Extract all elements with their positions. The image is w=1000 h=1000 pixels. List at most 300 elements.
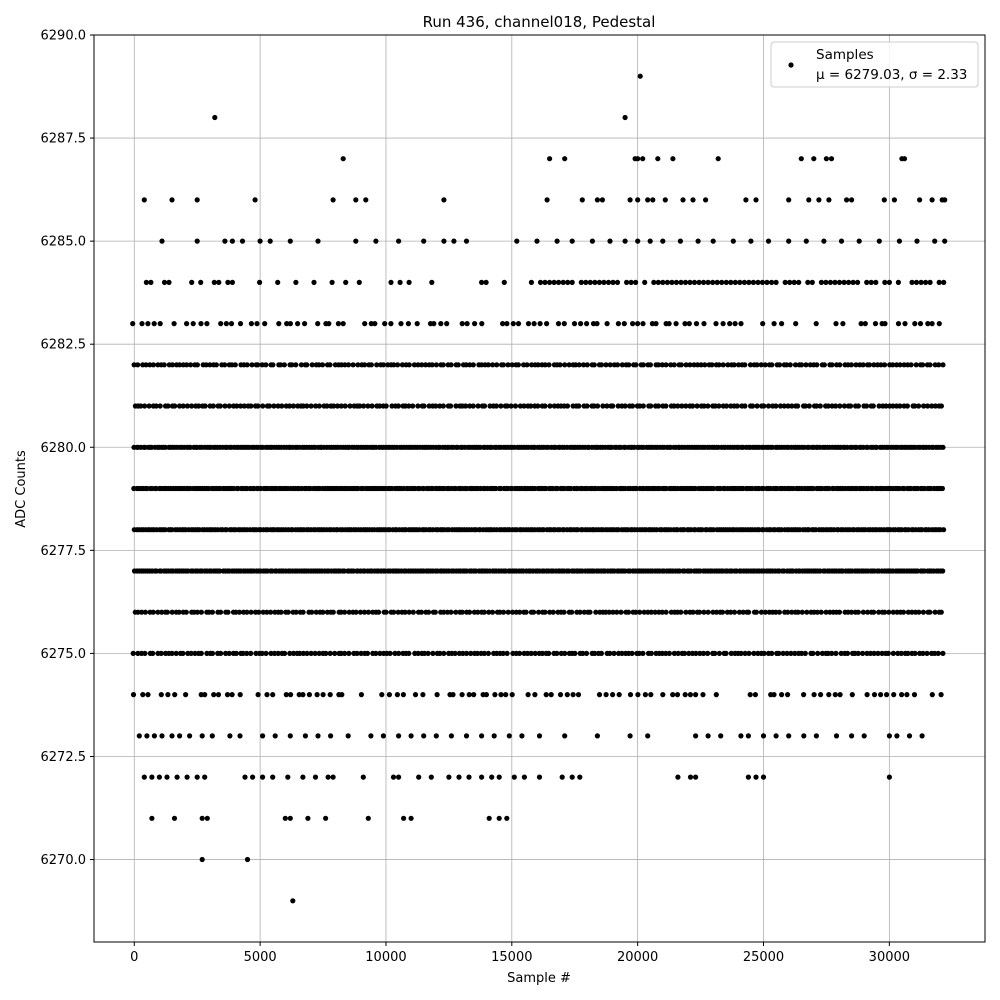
data-point (343, 280, 348, 285)
data-point (300, 775, 305, 780)
data-point (826, 692, 831, 697)
data-point (421, 239, 426, 244)
data-point (211, 403, 216, 408)
data-point (892, 197, 897, 202)
data-point (569, 610, 574, 615)
data-point (320, 610, 325, 615)
data-point (542, 610, 547, 615)
data-point (172, 403, 177, 408)
data-point (162, 362, 167, 367)
data-point (249, 610, 254, 615)
data-point (448, 403, 453, 408)
data-point (336, 321, 341, 326)
data-point (467, 610, 472, 615)
data-point (507, 733, 512, 738)
data-point (727, 321, 732, 326)
data-point (927, 362, 932, 367)
data-point (701, 321, 706, 326)
data-point (742, 403, 747, 408)
data-point (940, 445, 945, 450)
data-point (323, 816, 328, 821)
data-point (917, 197, 922, 202)
data-point (300, 692, 305, 697)
data-point (504, 321, 509, 326)
data-point (558, 692, 563, 697)
data-point (225, 280, 230, 285)
data-point (396, 775, 401, 780)
data-point (313, 775, 318, 780)
x-tick-label: 20000 (616, 950, 659, 965)
data-point (210, 651, 215, 656)
data-point (565, 692, 570, 697)
data-point (838, 692, 843, 697)
data-point (255, 403, 260, 408)
data-point (341, 156, 346, 161)
data-point (735, 403, 740, 408)
data-point (850, 692, 855, 697)
data-point (256, 692, 261, 697)
data-point (907, 733, 912, 738)
data-point (229, 321, 234, 326)
data-point (826, 197, 831, 202)
data-point (721, 321, 726, 326)
data-point (626, 362, 631, 367)
data-point (218, 403, 223, 408)
data-point (218, 321, 223, 326)
data-point (263, 362, 268, 367)
data-point (871, 610, 876, 615)
data-point (930, 197, 935, 202)
data-point (710, 280, 715, 285)
data-point (940, 568, 945, 573)
data-point (667, 321, 672, 326)
data-point (328, 733, 333, 738)
data-point (416, 775, 421, 780)
data-point (409, 816, 414, 821)
data-point (733, 280, 738, 285)
data-point (940, 651, 945, 656)
data-point (395, 362, 400, 367)
data-point (824, 156, 829, 161)
data-point (580, 197, 585, 202)
data-point (771, 692, 776, 697)
data-point (669, 280, 674, 285)
data-point (718, 733, 723, 738)
data-point (450, 692, 455, 697)
data-point (486, 651, 491, 656)
data-point (615, 362, 620, 367)
data-point (942, 197, 947, 202)
data-point (532, 321, 537, 326)
data-point (617, 692, 622, 697)
data-point (396, 239, 401, 244)
data-point (471, 692, 476, 697)
data-point (248, 403, 253, 408)
data-point (195, 362, 200, 367)
data-point (656, 280, 661, 285)
data-point (263, 651, 268, 656)
data-point (592, 362, 597, 367)
data-point (633, 362, 638, 367)
data-point (845, 651, 850, 656)
data-point (342, 610, 347, 615)
data-point (311, 280, 316, 285)
data-point (150, 651, 155, 656)
data-point (471, 403, 476, 408)
data-point (142, 403, 147, 408)
data-point (678, 239, 683, 244)
data-point (675, 692, 680, 697)
x-tick-label: 0 (130, 950, 139, 965)
data-point (717, 651, 722, 656)
data-point (264, 692, 269, 697)
data-point (623, 403, 628, 408)
data-point (783, 280, 788, 285)
data-point (641, 403, 646, 408)
data-point (597, 692, 602, 697)
data-point (411, 610, 416, 615)
data-point (921, 610, 926, 615)
data-point (909, 280, 914, 285)
data-point (779, 692, 784, 697)
data-point (857, 239, 862, 244)
data-point (641, 362, 646, 367)
data-point (144, 280, 149, 285)
data-point (829, 156, 834, 161)
data-point (576, 403, 581, 408)
data-point (149, 816, 154, 821)
data-point (732, 610, 737, 615)
data-point (339, 692, 344, 697)
data-point (406, 651, 411, 656)
data-point (472, 321, 477, 326)
data-point (293, 280, 298, 285)
data-point (465, 321, 470, 326)
data-point (829, 362, 834, 367)
data-point (772, 321, 777, 326)
data-point (353, 197, 358, 202)
data-point (210, 610, 215, 615)
data-point (878, 692, 883, 697)
data-point (672, 362, 677, 367)
data-point (362, 321, 367, 326)
data-point (276, 321, 281, 326)
data-point (769, 280, 774, 285)
data-point (805, 280, 810, 285)
data-point (225, 610, 230, 615)
data-point (660, 280, 665, 285)
data-point (288, 816, 293, 821)
data-point (904, 692, 909, 697)
data-point (328, 651, 333, 656)
data-point (562, 156, 567, 161)
data-point (309, 403, 314, 408)
data-point (670, 156, 675, 161)
data-point (753, 197, 758, 202)
data-point (696, 239, 701, 244)
data-point (537, 775, 542, 780)
data-point (800, 610, 805, 615)
data-point (761, 733, 766, 738)
data-point (199, 610, 204, 615)
data-point (796, 280, 801, 285)
data-point (822, 362, 827, 367)
data-point (382, 321, 387, 326)
data-point (795, 403, 800, 408)
data-point (505, 651, 510, 656)
data-point (920, 733, 925, 738)
data-point (690, 197, 695, 202)
data-point (546, 362, 551, 367)
data-point (738, 733, 743, 738)
data-point (599, 651, 604, 656)
data-point (901, 610, 906, 615)
data-point (683, 280, 688, 285)
data-point (919, 280, 924, 285)
data-point (571, 692, 576, 697)
data-point (905, 403, 910, 408)
data-point (590, 239, 595, 244)
data-point (693, 775, 698, 780)
data-point (282, 362, 287, 367)
data-point (697, 280, 702, 285)
data-point (882, 321, 887, 326)
data-point (674, 321, 679, 326)
data-point (856, 403, 861, 408)
data-point (738, 321, 743, 326)
data-point (435, 692, 440, 697)
data-point (434, 733, 439, 738)
data-point (152, 321, 157, 326)
data-point (561, 610, 566, 615)
data-point (799, 156, 804, 161)
data-point (556, 321, 561, 326)
data-point (623, 115, 628, 120)
data-point (516, 362, 521, 367)
x-tick-label: 25000 (742, 950, 785, 965)
data-point (218, 610, 223, 615)
data-point (939, 692, 944, 697)
data-point (846, 280, 851, 285)
data-point (270, 362, 275, 367)
data-point (547, 280, 552, 285)
data-point (648, 403, 653, 408)
x-tick-label: 15000 (491, 950, 533, 965)
data-point (848, 403, 853, 408)
data-point (748, 239, 753, 244)
data-point (137, 733, 142, 738)
data-point (630, 321, 635, 326)
data-point (706, 280, 711, 285)
data-point (821, 239, 826, 244)
data-point (558, 362, 563, 367)
data-point (205, 816, 210, 821)
data-point (678, 280, 683, 285)
data-point (419, 610, 424, 615)
data-point (629, 280, 634, 285)
data-point (556, 280, 561, 285)
data-point (489, 775, 494, 780)
data-point (407, 362, 412, 367)
data-point (587, 610, 592, 615)
data-point (326, 775, 331, 780)
data-point (792, 280, 797, 285)
data-point (664, 610, 669, 615)
data-point (544, 692, 549, 697)
data-point (814, 362, 819, 367)
data-point (279, 610, 284, 615)
data-point (663, 197, 668, 202)
data-point (195, 197, 200, 202)
data-point (222, 362, 227, 367)
data-point (384, 610, 389, 615)
data-point (665, 280, 670, 285)
data-point (928, 280, 933, 285)
data-point (865, 692, 870, 697)
data-point (597, 280, 602, 285)
data-point (426, 651, 431, 656)
data-point (172, 816, 177, 821)
data-point (600, 197, 605, 202)
data-point (651, 280, 656, 285)
data-point (315, 692, 320, 697)
data-point (779, 321, 784, 326)
data-point (149, 775, 154, 780)
data-point (151, 362, 156, 367)
data-point (746, 610, 751, 615)
data-point (896, 321, 901, 326)
legend-marker (788, 62, 793, 67)
data-point (675, 775, 680, 780)
data-point (359, 692, 364, 697)
data-point (212, 280, 217, 285)
data-point (700, 692, 705, 697)
data-point (315, 321, 320, 326)
data-point (519, 733, 524, 738)
data-point (746, 733, 751, 738)
data-point (441, 651, 446, 656)
data-point (466, 775, 471, 780)
data-point (361, 775, 366, 780)
data-point (369, 362, 374, 367)
data-point (169, 197, 174, 202)
data-point (273, 733, 278, 738)
data-point (555, 239, 560, 244)
data-point (849, 733, 854, 738)
data-point (650, 197, 655, 202)
data-point (712, 651, 717, 656)
data-point (302, 321, 307, 326)
data-point (595, 403, 600, 408)
data-point (516, 321, 521, 326)
data-point (863, 321, 868, 326)
data-point (260, 733, 265, 738)
data-point (766, 239, 771, 244)
data-point (716, 156, 721, 161)
data-point (692, 280, 697, 285)
data-point (429, 775, 434, 780)
data-point (234, 651, 239, 656)
data-point (611, 651, 616, 656)
data-point (688, 775, 693, 780)
data-point (648, 239, 653, 244)
data-point (814, 321, 819, 326)
data-point (706, 733, 711, 738)
data-point (687, 280, 692, 285)
data-point (240, 239, 245, 244)
data-point (376, 610, 381, 615)
data-point (923, 280, 928, 285)
data-point (940, 486, 945, 491)
data-point (270, 775, 275, 780)
data-point (531, 610, 536, 615)
data-point (786, 239, 791, 244)
data-point (818, 403, 823, 408)
data-point (607, 239, 612, 244)
data-point (896, 280, 901, 285)
data-point (562, 733, 567, 738)
data-point (630, 403, 635, 408)
data-point (552, 280, 557, 285)
data-point (723, 651, 728, 656)
data-point (549, 692, 554, 697)
data-point (833, 692, 838, 697)
data-point (839, 239, 844, 244)
data-point (812, 692, 817, 697)
data-point (512, 775, 517, 780)
y-tick-label: 6272.5 (40, 749, 86, 765)
data-point (629, 651, 634, 656)
data-point (391, 775, 396, 780)
data-point (912, 651, 917, 656)
data-point (144, 733, 149, 738)
y-tick-label: 6270.0 (40, 853, 86, 869)
data-point (755, 280, 760, 285)
data-point (833, 321, 838, 326)
data-point (388, 280, 393, 285)
data-point (832, 280, 837, 285)
data-point (198, 280, 203, 285)
data-point (807, 403, 812, 408)
data-point (384, 403, 389, 408)
data-point (769, 651, 774, 656)
data-point (449, 362, 454, 367)
data-point (902, 156, 907, 161)
data-point (793, 321, 798, 326)
data-point (584, 403, 589, 408)
data-point (456, 775, 461, 780)
data-point (140, 692, 145, 697)
data-point (429, 280, 434, 285)
data-point (731, 239, 736, 244)
data-point (544, 321, 549, 326)
data-point (249, 321, 254, 326)
data-point (372, 321, 377, 326)
data-point (748, 692, 753, 697)
data-point (628, 733, 633, 738)
data-point (199, 651, 204, 656)
data-point (526, 692, 531, 697)
data-point (679, 362, 684, 367)
data-point (728, 280, 733, 285)
data-point (357, 280, 362, 285)
data-point (366, 816, 371, 821)
data-point (441, 403, 446, 408)
data-point (545, 197, 550, 202)
data-point (211, 692, 216, 697)
data-point (526, 321, 531, 326)
data-point (497, 816, 502, 821)
